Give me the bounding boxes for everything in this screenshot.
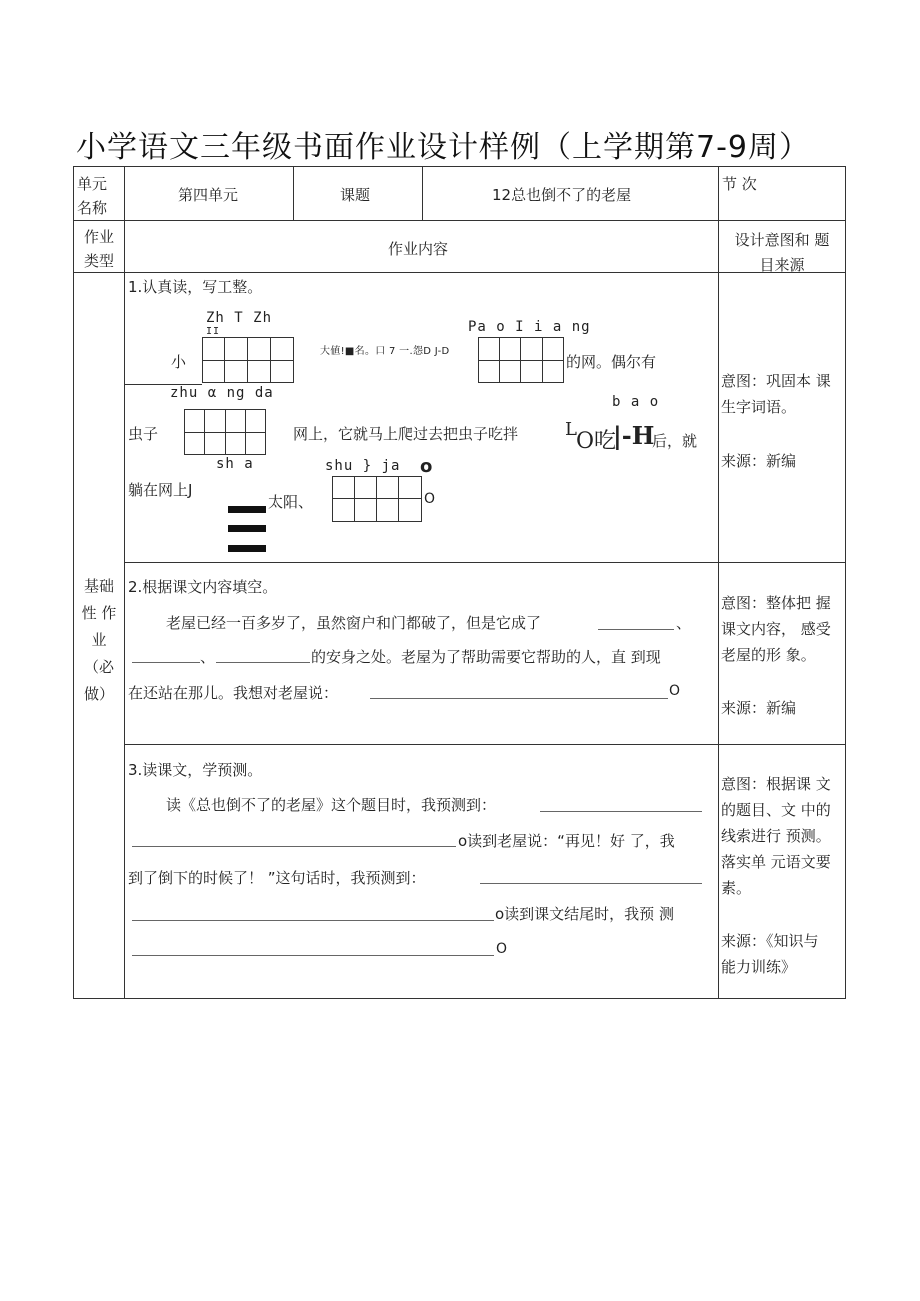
q2-blank-1[interactable]: [598, 629, 674, 630]
intent-label: 设计意图和 题 目来源: [734, 231, 830, 274]
q3-blank-4[interactable]: [132, 920, 494, 921]
q1-heading: 1.认真读，写工整。: [128, 278, 263, 296]
q1-text-o: o: [420, 456, 433, 477]
q1-garbled-text: 大値!■名。口 7 一.怨D J-D: [320, 346, 450, 357]
q3-line2: o读到老屋说：“再见！好 了，我: [458, 832, 675, 850]
q3-blank-5[interactable]: [132, 955, 494, 956]
q1-writing-box[interactable]: [332, 476, 422, 522]
q2-line3: 在还站在那儿。我想对老屋说：: [128, 684, 339, 702]
q1-text-bug: 虫子: [128, 425, 159, 443]
q1-source: 来源：新编: [721, 452, 797, 470]
q2-comma-2: 、: [200, 648, 216, 666]
q1-symbol-h: |-H: [613, 421, 655, 450]
q1-symbol-l: L: [565, 419, 577, 440]
q1-text-net: 的网。偶尔有: [566, 353, 657, 371]
q3-line1: 读《总也倒不了的老屋》这个题目时，我预测到：: [166, 796, 497, 814]
type-label: 作业 类型: [83, 228, 114, 270]
q1-pinyin-6: shu } ja: [325, 458, 401, 474]
q1-pinyin-2: Pa o I i a ng: [468, 319, 591, 335]
q1-pinyin-1b: II: [206, 326, 221, 337]
q3-intent: 意图：根据课 文的题目、文 中的线索进行 预测。落实单 元语文要素。: [721, 775, 831, 897]
q1-intent: 意图：巩固本 课生字词语。: [721, 372, 831, 416]
q2-line1: 老屋已经一百多岁了，虽然窗户和门都破了，但是它成了: [166, 614, 542, 632]
q3-line3: 到了倒下的时候了！ ”这句话时，我预测到：: [128, 869, 426, 887]
q2-blank-2[interactable]: [132, 662, 200, 663]
q1-pinyin-3: zhu α ng da: [170, 385, 274, 401]
q2-blank-4[interactable]: [370, 698, 668, 699]
q1-pinyin-1: Zh T Zh: [206, 310, 273, 326]
q1-text-lie: 躺在网上J: [128, 481, 193, 499]
period-label: 节 次: [722, 175, 757, 193]
q2-comma-1: 、: [676, 614, 692, 632]
q3-heading: 3.读课文，学预测。: [128, 761, 263, 779]
topic-label: 课题: [340, 186, 371, 204]
q2-heading: 2.根据课文内容填空。: [128, 578, 278, 596]
q1-text-end: O: [424, 491, 436, 507]
category-label: 基础 性 作 业 （必 做）: [81, 577, 117, 703]
q3-blank-2[interactable]: [132, 846, 456, 847]
q2-line2: 的安身之处。老屋为了帮助需要它帮助的人，直 到现: [311, 648, 661, 666]
q2-end: O: [669, 683, 681, 699]
q2-source: 来源：新编: [721, 699, 797, 717]
q3-blank-1[interactable]: [540, 811, 702, 812]
q3-source: 来源：《知识与能力训练》: [721, 932, 819, 976]
q2-blank-3[interactable]: [216, 662, 310, 663]
q1-text-line2: 网上，它就马上爬过去把虫子吃拌: [293, 425, 519, 443]
unit-value: 第四单元: [178, 186, 239, 204]
q3-blank-3[interactable]: [480, 883, 702, 884]
q3-end: O: [496, 941, 508, 957]
q1-text-after: 后，就: [652, 432, 698, 450]
unit-label: 单元 名称: [77, 175, 108, 217]
topic-value: 12总也倒不了的老屋: [492, 186, 632, 204]
q1-symbol-o: O吃: [576, 429, 617, 454]
q3-line4: o读到课文结尾时，我预 测: [495, 905, 674, 923]
q1-pinyin-5: sh a: [216, 456, 254, 472]
page-title: 小学语文三年级书面作业设计样例（上学期第7-9周）: [76, 130, 810, 165]
content-label: 作业内容: [388, 240, 449, 258]
q1-pinyin-4: b a o: [612, 394, 660, 410]
q2-intent: 意图：整体把 握课文内容， 感受老屋的形 象。: [721, 594, 831, 664]
q1-text-sun: 太阳、: [268, 493, 314, 511]
q1-text-xiao: 小: [171, 353, 187, 371]
